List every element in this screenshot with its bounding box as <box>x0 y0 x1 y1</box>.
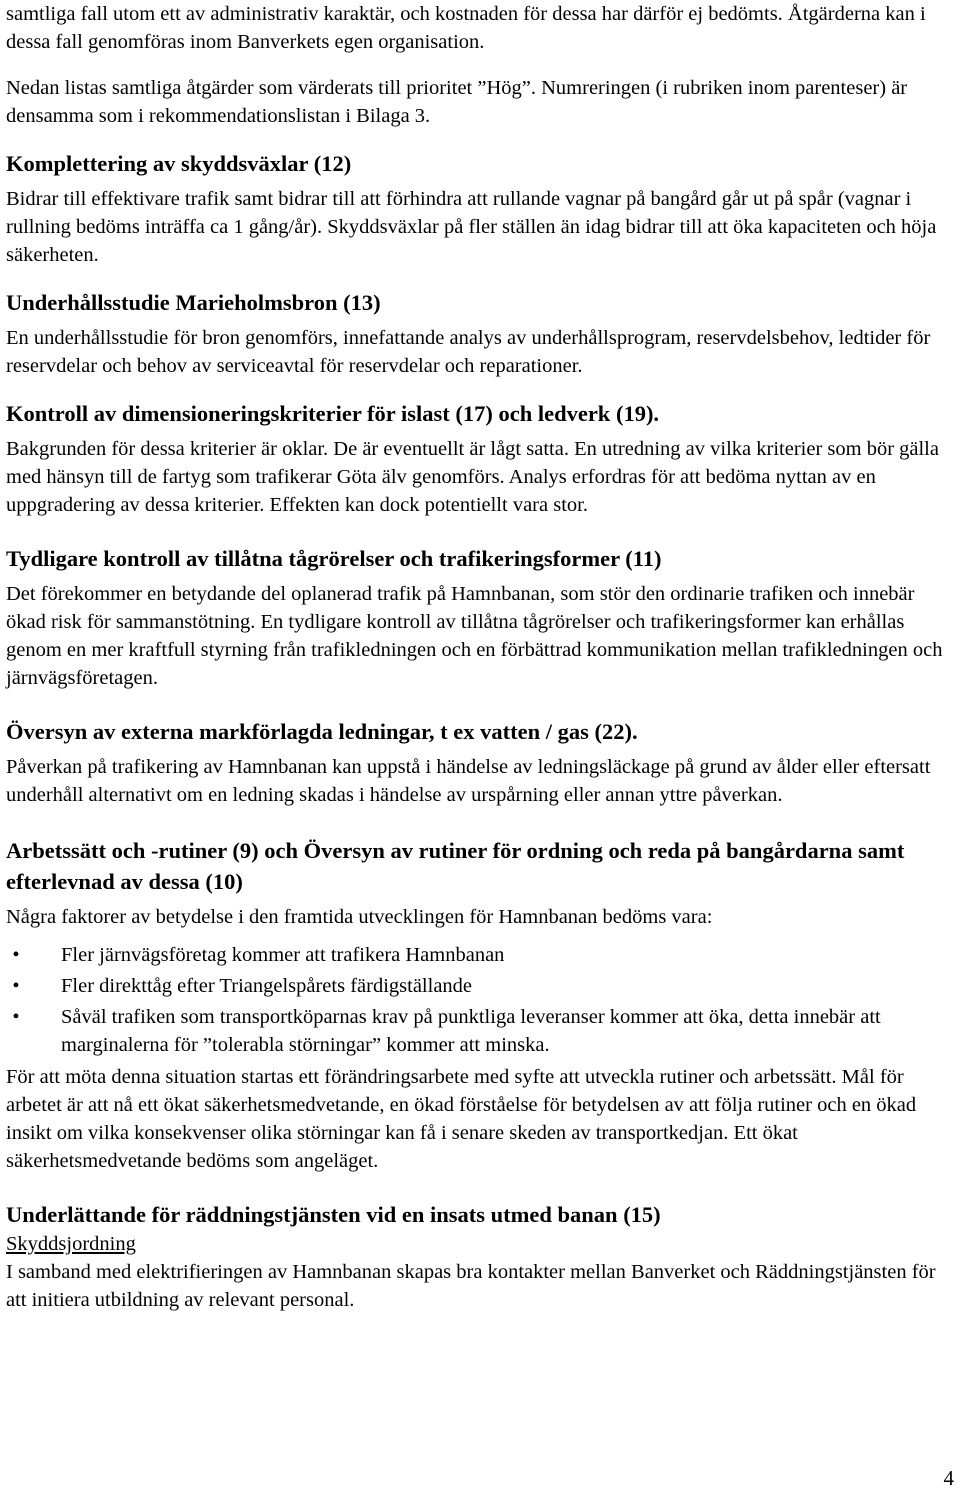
list-item <box>6 972 951 1000</box>
bullet-icon: • <box>12 975 20 997</box>
section-body: Det förekommer en betydande del oplanerad trafik på Hamnbanan, som stör den ordinarie trafiken och innebär ökad risk för sammanstötning. En tydligare kontroll av tillåtna tågrörelser och trafikeringsformer kan erhållas genom en mer kraftfull styrning från trafikledningen och en förbättrad kommunikation mellan trafikledningen och järnvägsföretagen. <box>6 583 943 689</box>
section-body: Påverkan på trafikering av Hamnbanan kan uppstå i händelse av ledningsläckage på grund av ålder eller eftersatt underhåll alternativt om en ledning skadas i händelse av urspårning eller annan yttre påverkan. <box>6 756 931 806</box>
section-heading: Kontroll av dimensioneringskriterier för islast (17) och ledverk (19). <box>6 401 660 426</box>
bullet-icon: • <box>12 1006 20 1028</box>
section-body: En underhållsstudie för bron genomförs, innefattande analys av underhållsprogram, reservdelsbehov, ledtider för reservdelar och behov av serviceavtal för reservdelar och reparationer. <box>6 327 931 377</box>
list-item-text: Fler järnvägsföretag kommer att trafikera Hamnbanan <box>61 944 505 966</box>
section-body: Bidrar till effektivare trafik samt bidrar till att förhindra att rullande vagnar på bangård går ut på spår (vagnar i rullning bedöms inträffa ca 1 gång/år). Skyddsväxlar på fler ställen än idag bidrar till att öka kapaciteten och höja säkerheten. <box>6 188 937 266</box>
section-heading: Komplettering av skyddsväxlar (12) <box>6 151 352 176</box>
list-item <box>6 1003 951 1059</box>
section-heading: Arbetssätt och -rutiner (9) och Översyn av rutiner för ordning och reda på bangårdarna samt efterlevnad av dessa (10) <box>6 838 905 894</box>
page-number: 4 <box>943 1466 954 1490</box>
section-body: För att möta denna situation startas ett förändringsarbete med syfte att utveckla rutiner och arbetssätt. Mål för arbetet är att nå ett ökat säkerhetsmedvetande, en ökad förståelse för betydelsen av att följa rutiner och en ökad insikt om vilka konsekvenser olika störningar kan få i senare skeden av transportkedjan. Ett ökat säkerhetsmedvetande bedöms som angeläget. <box>6 1066 917 1172</box>
section-body: Bakgrunden för dessa kriterier är oklar. De är eventuellt är lågt satta. En utredning av vilka kriterier som bör gälla med hänsyn till de fartyg som trafikerar Göta älv genomförs. Analys erfordras för att bedöma nyttan av en uppgradering av dessa kriterier. Effekten kan dock potentiellt vara stor. <box>6 438 939 516</box>
section-heading: Översyn av externa markförlagda ledningar, t ex vatten / gas (22). <box>6 719 638 744</box>
section-arbetssatt <box>6 835 951 1175</box>
section-tagrorelser <box>6 543 951 692</box>
section-ledningar <box>6 716 951 809</box>
section-skyddsvaxlar <box>6 148 951 269</box>
section-heading: Underhållsstudie Marieholmsbron (13) <box>6 290 381 315</box>
list-item-text: Fler direkttåg efter Triangelspårets färdigställande <box>61 975 473 997</box>
section-marieholmsbron <box>6 287 951 380</box>
section-lead: Några faktorer av betydelse i den framtida utvecklingen för Hamnbanan bedöms vara: <box>6 906 713 928</box>
bullet-icon: • <box>12 944 20 966</box>
section-heading: Underlättande för räddningstjänsten vid en insats utmed banan (15) <box>6 1202 661 1227</box>
list-item <box>6 941 951 969</box>
section-raddningstjansten <box>6 1199 951 1314</box>
section-dimensioneringskriterier <box>6 398 951 519</box>
subheading-skyddsjordning: Skyddsjordning <box>6 1233 136 1255</box>
document-page <box>6 0 951 1314</box>
intro-paragraph-1: samtliga fall utom ett av administrativ karaktär, och kostnaden för dessa har därför ej bedömts. Åtgärderna kan i dessa fall genomföras inom Banverkets egen organisation. <box>6 3 926 53</box>
intro-paragraph-2: Nedan listas samtliga åtgärder som värderats till prioritet ”Hög”. Numreringen (i rubriken inom parenteser) är densamma som i rekommendationslistan i Bilaga 3. <box>6 77 908 127</box>
section-heading: Tydligare kontroll av tillåtna tågrörelser och trafikeringsformer (11) <box>6 546 662 571</box>
list-item-text: Såväl trafiken som transportköparnas krav på punktliga leveranser kommer att öka, detta innebär att marginalerna för ”tolerabla störningar” kommer att minska. <box>61 1006 881 1056</box>
bullet-list <box>6 941 951 1059</box>
section-body: I samband med elektrifieringen av Hamnbanan skapas bra kontakter mellan Banverket och Räddningstjänsten för att initiera utbildning av relevant personal. <box>6 1261 936 1311</box>
